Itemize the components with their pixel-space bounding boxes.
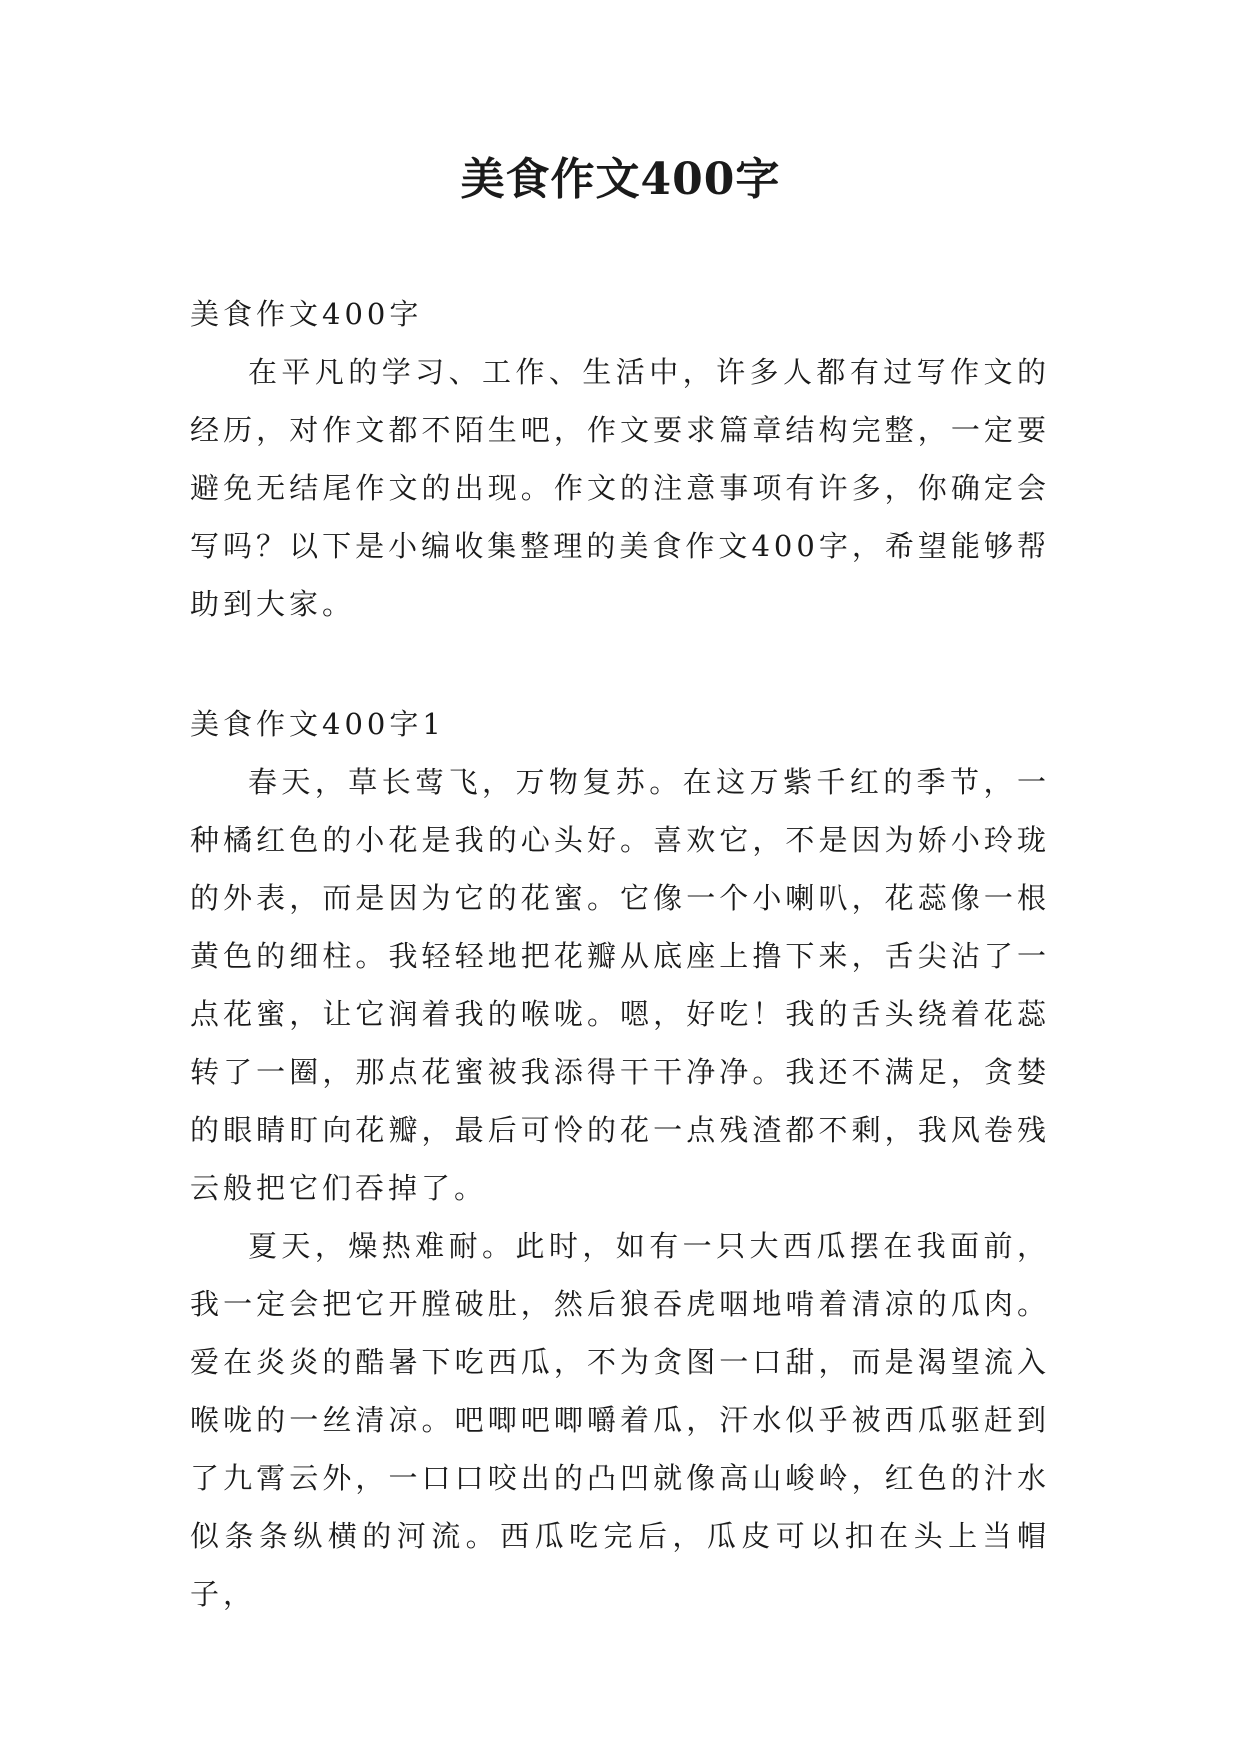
section-spacer — [190, 633, 1050, 695]
document-body — [190, 285, 1050, 1623]
intro-paragraph: 在平凡的学习、工作、生活中，许多人都有过写作文的经历，对作文都不陌生吧，作文要求篇章结构完整，一定要避免无结尾作文的出现。作文的注意事项有许多，你确定会写吗？以下是小编收集整理的美食作文400字，希望能够帮助到大家。 — [190, 355, 1050, 621]
document-title: 美食作文400字 — [460, 154, 781, 205]
section-heading: 美食作文400字1 — [190, 707, 445, 741]
section-paragraph: 夏天，燥热难耐。此时，如有一只大西瓜摆在我面前，我一定会把它开膛破肚，然后狼吞虎咽地啃着清凉的瓜肉。爱在炎炎的酷暑下吃西瓜，不为贪图一口甜，而是渴望流入喉咙的一丝清凉。吧唧吧唧嚼着瓜，汗水似乎被西瓜驱赶到了九霄云外，一口口咬出的凸凹就像高山峻岭，红色的汁水似条条纵横的河流。西瓜吃完后，瓜皮可以扣在头上当帽子， — [190, 1229, 1050, 1611]
intro-heading: 美食作文400字 — [190, 297, 423, 331]
section-paragraph: 春天，草长莺飞，万物复苏。在这万紫千红的季节，一种橘红色的小花是我的心头好。喜欢它，不是因为娇小玲珑的外表，而是因为它的花蜜。它像一个小喇叭，花蕊像一根黄色的细柱。我轻轻地把花瓣从底座上撸下来，舌尖沾了一点花蜜，让它润着我的喉咙。嗯，好吃！我的舌头绕着花蕊转了一圈，那点花蜜被我添得干干净净。我还不满足，贪婪的眼睛盯向花瓣，最后可怜的花一点残渣都不剩，我风卷残云般把它们吞掉了。 — [190, 765, 1050, 1205]
